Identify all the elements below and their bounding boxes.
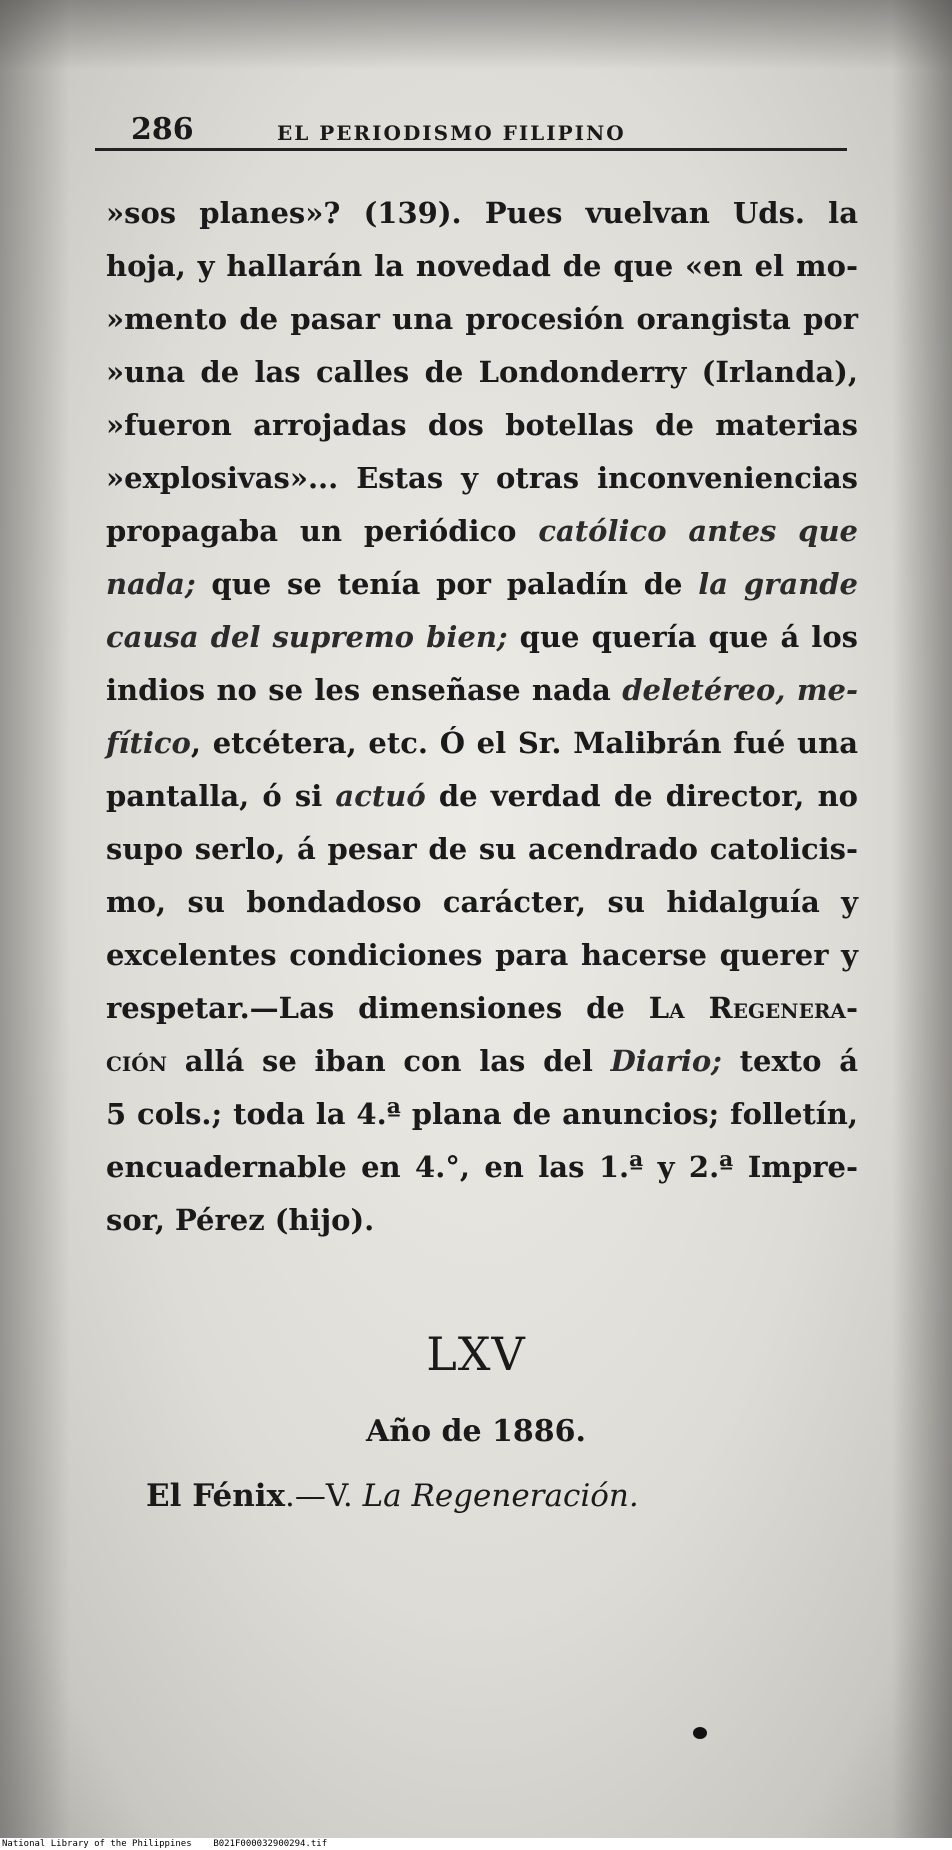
text-line: sor, Pérez (hijo). xyxy=(106,1203,375,1237)
entry-title: El Fénix xyxy=(146,1478,286,1514)
italic-phrase: causa del supremo bien; xyxy=(106,620,508,654)
header-rule xyxy=(95,148,847,151)
text-line: excelentes condiciones para hacerse querer y xyxy=(106,938,858,972)
small-caps-title: La Regenera- xyxy=(648,991,858,1025)
text-line: causa del supremo bien; que quería que á los xyxy=(106,620,858,654)
scan-source-label: National Library of the Philippines B021F000032900294.tif xyxy=(2,1839,328,1849)
section-year: Año de 1886. xyxy=(366,1414,586,1449)
text-line: »una de las calles de Londonderry (Irlanda), xyxy=(106,355,858,389)
text-line: 5 cols.; toda la 4.ª plana de anuncios; folletín, xyxy=(106,1097,858,1131)
body-paragraph xyxy=(106,187,858,1247)
text-line: propagaba un periódico católico antes que xyxy=(106,514,858,548)
page-shadow-right xyxy=(892,0,952,1838)
small-caps-title: ción xyxy=(106,1044,167,1078)
text-line: supo serlo, á pesar de su acendrado catolicis- xyxy=(106,832,858,866)
text-line: »mento de pasar una procesión orangista por xyxy=(106,302,858,336)
entry-line: El Fénix.—V. La Regeneración. xyxy=(146,1478,639,1514)
text-line: »sos planes»? (139). Pues vuelvan Uds. la xyxy=(106,196,858,230)
text-line: hoja, y hallarán la novedad de que «en el mo- xyxy=(106,249,858,283)
text-line: mo, su bondadoso carácter, su hidalguía y xyxy=(106,885,858,919)
text-line: »fueron arrojadas dos botellas de materias xyxy=(106,408,858,442)
italic-phrase: fítico xyxy=(106,726,191,760)
italic-phrase: nada; xyxy=(106,567,196,601)
page-number: 286 xyxy=(131,112,194,147)
text-line: ción allá se iban con las del Diario; texto á xyxy=(106,1044,859,1078)
text-line: indios no se les enseñase nada deletéreo, me- xyxy=(106,673,858,707)
text-line: encuadernable en 4.°, en las 1.ª y 2.ª Impre- xyxy=(106,1150,858,1184)
running-head xyxy=(131,112,843,152)
page-shadow-top xyxy=(0,0,952,70)
page-shadow-left xyxy=(0,0,70,1838)
section-heading: LXV xyxy=(426,1327,526,1381)
text-line: respetar.—Las dimensiones de La Regenera- xyxy=(106,991,858,1025)
italic-phrase: deletéreo, me- xyxy=(622,673,858,707)
italic-phrase: católico antes que xyxy=(538,514,858,548)
running-title: EL PERIODISMO FILIPINO xyxy=(277,121,626,145)
text-line: pantalla, ó si actuó de verdad de director, no xyxy=(106,779,858,813)
italic-phrase: la grande xyxy=(698,567,859,601)
entry-reference: La Regeneración. xyxy=(362,1478,639,1514)
scan-footer xyxy=(0,1838,952,1850)
italic-phrase: actuó xyxy=(335,779,426,813)
text-line: nada; que se tenía por paladín de la grande xyxy=(106,567,859,601)
text-line: fítico, etcétera, etc. Ó el Sr. Malibrán fué una xyxy=(106,726,858,760)
italic-phrase: Diario; xyxy=(610,1044,722,1078)
ink-spot xyxy=(693,1727,707,1739)
text-line: »explosivas»... Estas y otras inconveniencias xyxy=(106,461,858,495)
